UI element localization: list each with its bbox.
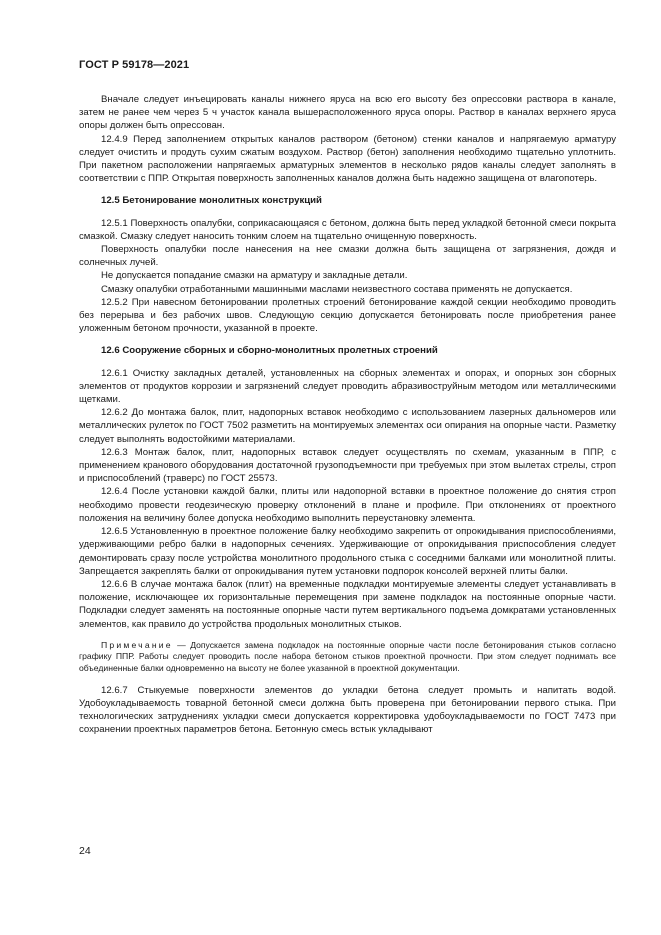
paragraph: 12.6.2 До монтажа балок, плит, надопорных вставок необходимо с использованием лазерных дальномеров или металлических рулеток по ГОСТ 7502 разметить на монтируемых элементах оси опирания на опорные части. Разметку следует выполнять водостойкими материалами. [79, 407, 616, 445]
paragraph: 12.5.1 Поверхность опалубки, соприкасающаяся с бетоном, должна быть перед укладкой бетонной смеси покрыта смазкой. Смазку следует наносить тонким слоем на тщательно очищенную поверхность. [79, 217, 616, 242]
paragraph: 12.4.9 Перед заполнением открытых каналов раствором (бетоном) стенки каналов и напрягаемую арматуру следует очистить и продуть сухим сжатым воздухом. Раствор (бетон) заполнения необходимо тщательно уплотнить. При пакетном расположении напрягаемых арматурных элементов в несколько рядов каналы следует заполнять в соответствии с ППР. Открытая поверхность заполненных каналов должна быть надежно защищена от влагопотерь. [79, 133, 616, 185]
page-number: 24 [79, 845, 91, 857]
note-label: Примечание [101, 639, 173, 650]
paragraph: Смазку опалубки отработанными машинными маслами неизвестного состава применять не допускается. [101, 283, 573, 295]
paragraph: Не допускается попадание смазки на арматуру и закладные детали. [101, 270, 408, 282]
paragraph: 12.6.6 В случае монтажа балок (плит) на временные подкладки монтируемые элементы следует устанавливать в положение, исключающее их горизонтальные перемещения при замене подкладок на постоянные опорные части. Подкладки следует заменять на постоянные опорные части путем вертикального подъема домкратами установленных элементов, как правило до устройства продольных монолитных стыков. [79, 578, 616, 630]
paragraph: 12.6.4 После установки каждой балки, плиты или надопорной вставки в проектное положение до снятия строп необходимо провести геодезическую проверку отклонений в плане и профиле. При отклонениях от проектного положения на величину более допуска необходимо выполнить переустановку элемента. [79, 486, 616, 524]
paragraph: 12.6.5 Установленную в проектное положение балку необходимо закрепить от опрокидывания приспособлениями, удерживающими ребро балки в надопорных сечениях. Удерживающие от опрокидывания приспособления следует демонтировать сразу после устройства монолитного продольного стыка с соседними балками или монолитной плиты. Запрещается закреплять балки от опрокидывания путем установки подпорок консолей верхней плиты балки. [79, 526, 616, 577]
paragraph: 12.6.7 Стыкуемые поверхности элементов до укладки бетона следует промыть и напитать водой. Удобоукладываемость товарной бетонной смеси должна быть проверена при бетонировании первого стыка. При технологических затруднениях укладки смеси допускается корректировка удобоукладываемости по ГОСТ 7473 при сохранении проектных параметров бетона. Бетонную смесь встык укладывают [79, 684, 616, 736]
paragraph: Вначале следует инъецировать каналы нижнего яруса на всю его высоту без опрессовки раствора в канале, затем не ранее чем через 5 ч участок канала вышерасположенного яруса опоры. Раствор в каналах верхнего яруса опоры должен быть опрессован. [79, 94, 616, 132]
document-body [79, 93, 616, 736]
paragraph: 12.6.1 Очистку закладных деталей, установленных на сборных элементах и опорах, и опорных зон сборных элементов от продуктов коррозии и загрязнений следует проводить абразивоструйным методом или металлическими щетками. [79, 367, 616, 406]
note-text: — Допускается замена подкладок на постоянные опорные части после бетонирования стыков согласно графику ППР. Работы следует проводить после набора бетоном стыков проектной прочности. При этом следует поднимать все объединенные балки одновременно на высоту не более указанной в проектной документации. [79, 639, 616, 673]
paragraph: Поверхность опалубки после нанесения на нее смазки должна быть защищена от загрязнения, дождя и солнечных лучей. [79, 244, 616, 269]
section-heading: 12.5 Бетонирование монолитных конструкций [101, 195, 322, 207]
note [79, 640, 616, 675]
paragraph: 12.6.3 Монтаж балок, плит, надопорных вставок следует осуществлять по схемам, указанным в ППР, с применением кранового оборудования достаточной грузоподъемности при требуемых при этом вылетах стрелы, строп и приспособлений (траверс) по ГОСТ 25573. [79, 446, 616, 485]
paragraph: 12.5.2 При навесном бетонировании пролетных строений бетонирование каждой секции необходимо проводить без перерыва и без рабочих швов. Следующую секцию допускается бетонировать после приобретения ранее уложенным бетоном прочности, указанной в проекте. [79, 296, 616, 335]
section-heading: 12.6 Сооружение сборных и сборно-монолитных пролетных строений [101, 345, 438, 357]
document-header: ГОСТ Р 59178—2021 [79, 59, 190, 71]
